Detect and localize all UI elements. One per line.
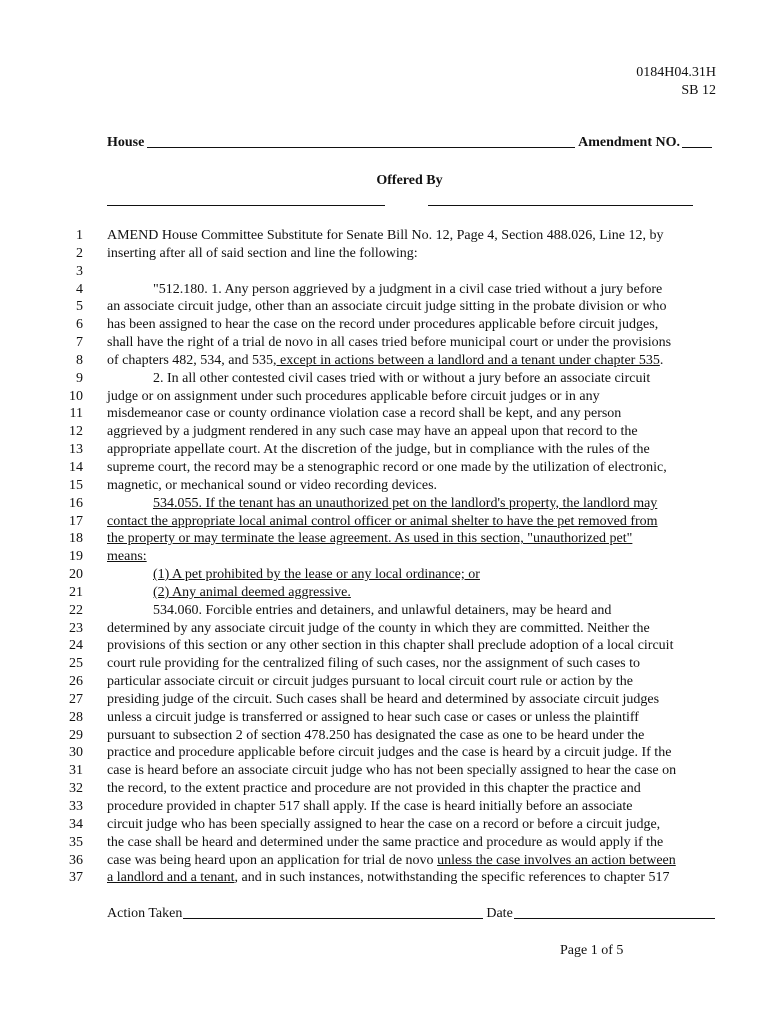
text-line [0, 227, 770, 245]
text-line [0, 602, 770, 620]
line-text [107, 530, 719, 548]
text-line [0, 548, 770, 566]
inserted-text: means: [107, 549, 147, 565]
text-line [0, 334, 770, 352]
amendment-number-label: Amendment NO. [578, 135, 680, 150]
text-segment: appropriate appellate court. At the discretion of the judge, but in compliance with the rules of the [107, 442, 650, 458]
text-segment: has been assigned to hear the case on the record under procedures applicable before circuit judges, [107, 317, 659, 333]
line-number: 13 [69, 442, 83, 458]
text-line [0, 869, 770, 887]
text-line [0, 405, 770, 423]
line-number: 10 [69, 388, 83, 404]
text-line [0, 709, 770, 727]
line-number: 20 [69, 567, 83, 583]
inserted-text: 534.055. If the tenant has an unauthorized pet on the landlord's property, the landlord may [153, 495, 658, 511]
line-number: 30 [69, 745, 83, 761]
line-text [107, 388, 719, 406]
text-line [0, 834, 770, 852]
line-number: 8 [76, 352, 83, 368]
amendment-number-blank [682, 146, 712, 148]
text-line [0, 762, 770, 780]
text-segment: determined by any associate circuit judge of the county in which they are committed. Neither the [107, 620, 650, 636]
line-text [107, 245, 719, 263]
document-id: 0184H04.31H [636, 65, 716, 80]
line-number: 36 [69, 852, 83, 868]
line-text [107, 852, 719, 870]
line-text [153, 566, 719, 584]
text-line [0, 727, 770, 745]
text-line [0, 798, 770, 816]
line-text [107, 227, 719, 245]
text-line [0, 852, 770, 870]
action-taken-blank [183, 917, 483, 919]
line-number: 5 [76, 299, 83, 315]
bill-number: SB 12 [681, 83, 716, 98]
line-number: 24 [69, 638, 83, 654]
text-segment: presiding judge of the circuit. Such cases shall be heard and determined by associate circuit judges [107, 691, 660, 707]
text-line [0, 620, 770, 638]
text-segment: judge or on assignment under such procedures applicable before circuit judges or in any [107, 388, 600, 404]
text-segment: unless a circuit judge is transferred or assigned to hear such case or cases or unless the plaintiff [107, 709, 639, 725]
text-segment: supreme court, the record may be a stenographic record or one made by the utilization of electronic, [107, 459, 667, 475]
text-segment: case is heard before an associate circuit judge who has not been specially assigned to hear the case on [107, 763, 677, 779]
sponsor-signature-line [107, 205, 385, 206]
line-number: 7 [76, 335, 83, 351]
text-segment: shall have the right of a trial de novo in all cases tried before municipal court or under the provisions [107, 335, 672, 351]
line-number: 25 [69, 656, 83, 672]
line-text [107, 869, 719, 887]
line-number: 29 [69, 727, 83, 743]
text-line [0, 298, 770, 316]
text-line [0, 655, 770, 673]
line-text [107, 637, 719, 655]
text-line [0, 513, 770, 531]
date-blank [514, 917, 715, 919]
inserted-text: unless the case involves an action between [437, 852, 676, 868]
line-text [107, 548, 719, 566]
text-line [0, 566, 770, 584]
text-line [0, 780, 770, 798]
text-line [0, 352, 770, 370]
text-line [0, 441, 770, 459]
line-text [107, 834, 719, 852]
line-text [107, 316, 719, 334]
house-amendment-line [107, 135, 712, 151]
text-line [0, 691, 770, 709]
line-text [107, 423, 719, 441]
text-segment: pursuant to subsection 2 of section 478.250 has designated the case as one to be heard under the [107, 727, 645, 743]
line-text [107, 816, 719, 834]
text-segment: "512.180. 1. Any person aggrieved by a judgment in a civil case tried without a jury before [153, 281, 663, 297]
line-text [107, 673, 719, 691]
line-text [107, 727, 719, 745]
text-segment: , and in such instances, notwithstanding the specific references to chapter 517 [234, 870, 670, 886]
line-number: 33 [69, 799, 83, 814]
line-number: 34 [69, 816, 83, 832]
text-segment: . [659, 352, 664, 368]
line-number: 2 [76, 245, 83, 261]
text-segment: inserting after all of said section and line the following: [107, 245, 418, 261]
date-label: Date [486, 906, 513, 921]
page-number: Page 1 of 5 [560, 943, 624, 958]
line-text [107, 441, 719, 459]
line-number: 37 [69, 870, 83, 886]
line-text [153, 602, 719, 620]
line-text [107, 798, 719, 816]
line-text [107, 405, 719, 423]
text-line [0, 816, 770, 834]
line-number: 14 [69, 459, 83, 475]
text-line [0, 263, 770, 281]
text-segment: the record, to the extent practice and procedure are not provided in this chapter the practice and [107, 781, 641, 797]
offered-by-label: Offered By [376, 173, 443, 188]
cosponsor-signature-line [428, 205, 693, 206]
text-segment: magnetic, or mechanical sound or video recording devices. [107, 477, 438, 493]
line-number: 4 [76, 281, 83, 297]
house-label: House [107, 135, 145, 150]
text-segment: provisions of this section or any other section in this chapter shall preclude adoption of a local circuit [107, 638, 674, 654]
line-number: 21 [69, 584, 83, 600]
line-text [107, 352, 719, 370]
line-text [107, 762, 719, 780]
line-number: 3 [76, 263, 83, 279]
inserted-text: (2) Any animal deemed aggressive. [153, 584, 351, 600]
text-segment: practice and procedure applicable before circuit judges and the case is heard by a circuit judge. If the [107, 745, 672, 761]
house-blank [147, 146, 575, 148]
line-number: 16 [69, 495, 83, 511]
inserted-text: the property or may terminate the lease agreement. As used in this section, "unauthorized pet" [107, 531, 633, 547]
line-text [153, 370, 719, 388]
line-text [107, 513, 719, 531]
line-text [107, 620, 719, 638]
inserted-text: , except in actions between a landlord and a tenant under chapter 535 [273, 352, 660, 368]
action-taken-label: Action Taken [107, 906, 183, 921]
line-number: 26 [69, 674, 83, 690]
line-number: 27 [69, 691, 83, 707]
line-number: 35 [69, 834, 83, 850]
text-line [0, 637, 770, 655]
text-segment: an associate circuit judge, other than an associate circuit judge sitting in the probate division or who [107, 299, 667, 315]
line-number: 28 [69, 709, 83, 725]
text-segment: of chapters 482, 534, and 535 [107, 352, 274, 368]
line-text [107, 780, 719, 798]
line-number: 1 [76, 228, 83, 243]
text-segment: circuit judge who has been specially assigned to hear the case on a record or before a circuit judge, [107, 816, 661, 832]
line-text [107, 298, 719, 316]
line-number: 32 [69, 781, 83, 797]
line-text [107, 477, 719, 495]
line-text [153, 281, 719, 299]
text-line [0, 459, 770, 477]
text-segment: AMEND House Committee Substitute for Senate Bill No. 12, Page 4, Section 488.026, Line 12, by [107, 228, 664, 243]
text-segment: the case shall be heard and determined under the same practice and procedure as would apply if the [107, 834, 664, 850]
amendment-text [0, 227, 770, 887]
text-segment: misdemeanor case or county ordinance violation case a record shall be kept, and any person [107, 406, 622, 422]
text-line [0, 530, 770, 548]
text-line [0, 316, 770, 334]
line-number: 17 [69, 513, 83, 529]
text-line [0, 245, 770, 263]
line-text [107, 691, 719, 709]
line-number: 15 [69, 477, 83, 493]
text-line [0, 477, 770, 495]
line-text [153, 584, 719, 602]
text-line [0, 673, 770, 691]
inserted-text: a landlord and a tenant [107, 870, 235, 886]
line-number: 31 [69, 763, 83, 779]
line-text [153, 495, 719, 513]
text-line [0, 584, 770, 602]
line-number: 6 [76, 317, 83, 333]
line-number: 11 [69, 406, 83, 422]
text-segment: court rule providing for the centralized filing of such cases, nor the assignment of such cases to [107, 656, 641, 672]
line-text [107, 334, 719, 352]
line-number: 12 [69, 424, 83, 440]
text-line [0, 370, 770, 388]
text-segment: procedure provided in chapter 517 shall apply. If the case is heard initially before an associate [107, 799, 633, 814]
text-line [0, 281, 770, 299]
line-number: 19 [69, 549, 83, 565]
line-text [107, 744, 719, 762]
line-number: 23 [69, 620, 83, 636]
text-segment: particular associate circuit or circuit judges pursuant to local circuit court rule or action by the [107, 674, 633, 690]
text-segment: 534.060. Forcible entries and detainers, and unlawful detainers, may be heard and [153, 602, 612, 618]
inserted-text: contact the appropriate local animal control officer or animal shelter to have the pet removed from [107, 513, 658, 529]
text-line [0, 495, 770, 513]
line-number: 22 [69, 602, 83, 618]
line-number: 18 [69, 531, 83, 547]
text-line [0, 423, 770, 441]
inserted-text: (1) A pet prohibited by the lease or any local ordinance; or [153, 567, 480, 583]
action-taken-line [107, 906, 715, 922]
line-text [107, 709, 719, 727]
line-text [107, 459, 719, 477]
text-segment: case was being heard upon an application for trial de novo [107, 852, 438, 868]
text-segment: aggrieved by a judgment rendered in any such case may have an appeal upon that record to the [107, 424, 638, 440]
text-segment: 2. In all other contested civil cases tried with or without a jury before an associate circuit [153, 370, 651, 386]
line-text [107, 655, 719, 673]
text-line [0, 744, 770, 762]
text-line [0, 388, 770, 406]
line-number: 9 [76, 370, 83, 386]
